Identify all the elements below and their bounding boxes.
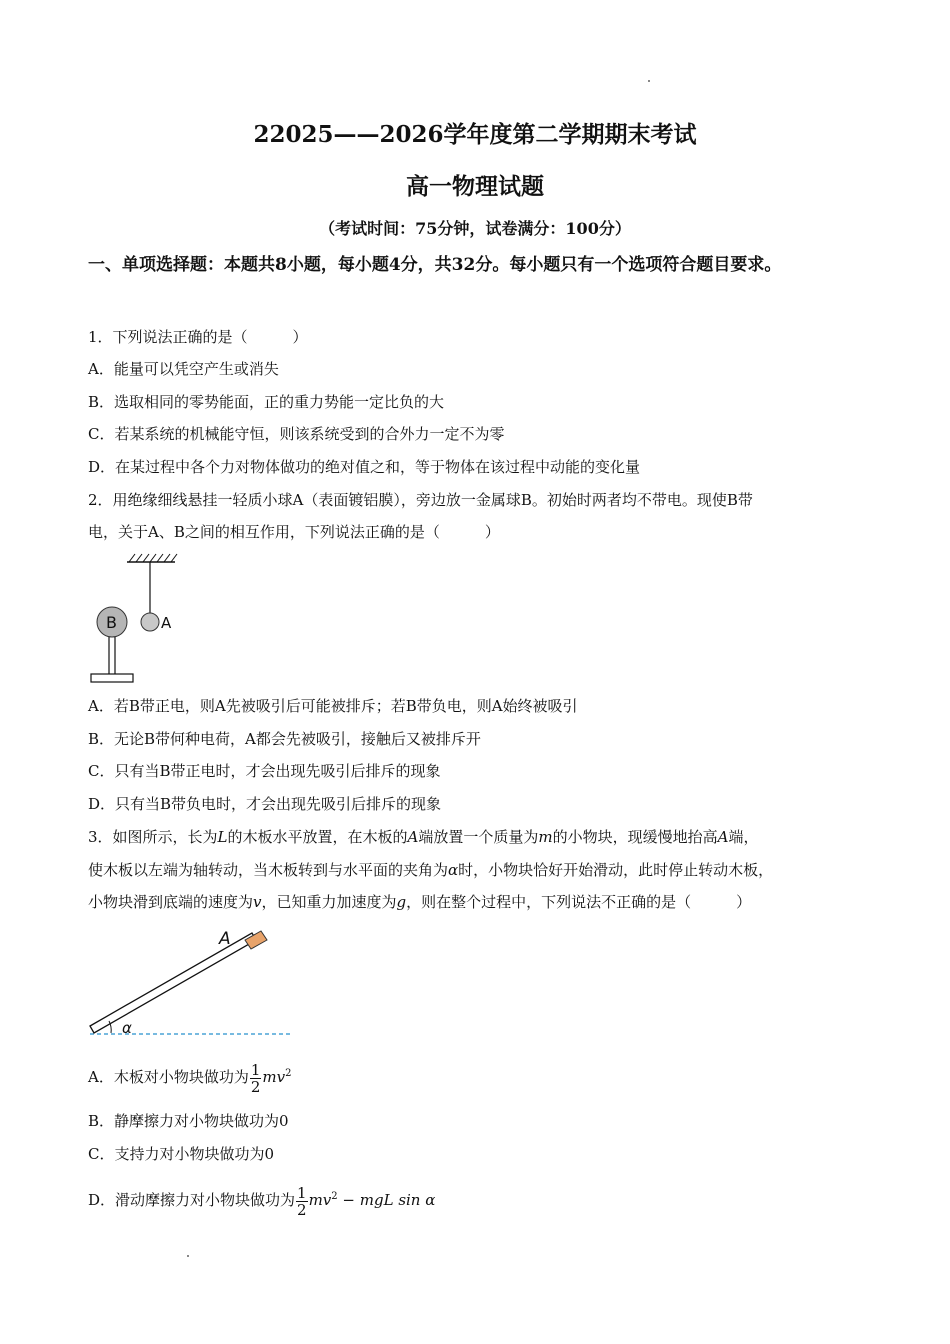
q2-option-d: D．只有当B带负电时，才会出现先吸引后排斥的现象	[88, 795, 442, 813]
scan-dot	[648, 80, 650, 82]
q3-option-b: B．静摩擦力对小物块做功为0	[88, 1112, 289, 1130]
exam-subtitle: 高一物理试题	[406, 173, 544, 200]
fraction-half-d: $\frac{1}{2}$	[297, 1183, 307, 1219]
q3-option-d: D．滑动摩擦力对小物块做功为 $\frac{1}{2}$ $mv^2$ − mgL sin α	[88, 1183, 436, 1219]
q2-option-a: A．若B带正电，则A先被吸引后可能被排斥；若B带负电，则A始终被吸引	[88, 697, 578, 715]
exam-info: （考试时间：75分钟，试卷满分：100分）	[319, 219, 631, 238]
q2-stem-line2: 电，关于A、B之间的相互作用，下列说法正确的是（ ）	[88, 523, 500, 541]
scan-dot-bottom	[187, 1255, 189, 1257]
q1-stem: 1．下列说法正确的是（ ）	[88, 328, 308, 346]
q3-figure	[85, 920, 295, 1042]
block-label: A	[219, 929, 231, 949]
stand-base	[91, 674, 133, 682]
small-block	[245, 931, 267, 949]
wooden-board	[90, 933, 256, 1033]
q3-stem-line3: 小物块滑到底端的速度为v，已知重力加速度为g，则在整个过程中，下列说法不正确的是（ ）	[88, 893, 752, 911]
q3-stem-line2: 使木板以左端为轴转动，当木板转到与水平面的夹角为α时，小物块恰好开始滑动，此时停止转动木板，	[88, 861, 774, 879]
q3-stem-line1: 3．如图所示，长为L的木板水平放置，在木板的A端放置一个质量为m的小物块，现缓慢地抬高A端，	[88, 828, 759, 846]
q3-option-a: A．木板对小物块做功为 $\frac{1}{2}$ $mv^2$	[88, 1060, 292, 1096]
fraction-half: $\frac{1}{2}$	[250, 1060, 261, 1096]
q3-option-c: C．支持力对小物块做功为0	[88, 1145, 275, 1163]
q1-option-d: D．在某过程中各个力对物体做功的绝对值之和，等于物体在该过程中动能的变化量	[88, 458, 641, 476]
ball-a-label: A	[161, 614, 172, 632]
section-title: 一、单项选择题：本题共8小题，每小题4分，共32分。每小题只有一个选项符合题目要求。	[88, 255, 782, 275]
q2-option-c: C．只有当B带正电时，才会出现先吸引后排斥的现象	[88, 762, 441, 780]
q2-option-b: B．无论B带何种电荷，A都会先被吸引，接触后又被排斥开	[88, 730, 481, 748]
q1-option-a: A．能量可以凭空产生或消失	[88, 360, 279, 378]
ball-b-label: B	[106, 613, 117, 632]
ball-a	[141, 613, 159, 631]
ceiling-hatch	[129, 554, 177, 562]
exam-title: 22025——2026学年度第二学期期末考试	[253, 121, 697, 148]
q2-figure	[85, 550, 195, 690]
q1-option-c: C．若某系统的机械能守恒，则该系统受到的合外力一定不为零	[88, 425, 505, 443]
q2-stem-line1: 2．用绝缘细线悬挂一轻质小球A（表面镀铝膜），旁边放一金属球B。初始时两者均不带电。现使B带	[88, 491, 753, 509]
angle-label: α	[122, 1019, 132, 1037]
q1-option-b: B．选取相同的零势能面，正的重力势能一定比负的大	[88, 393, 445, 411]
